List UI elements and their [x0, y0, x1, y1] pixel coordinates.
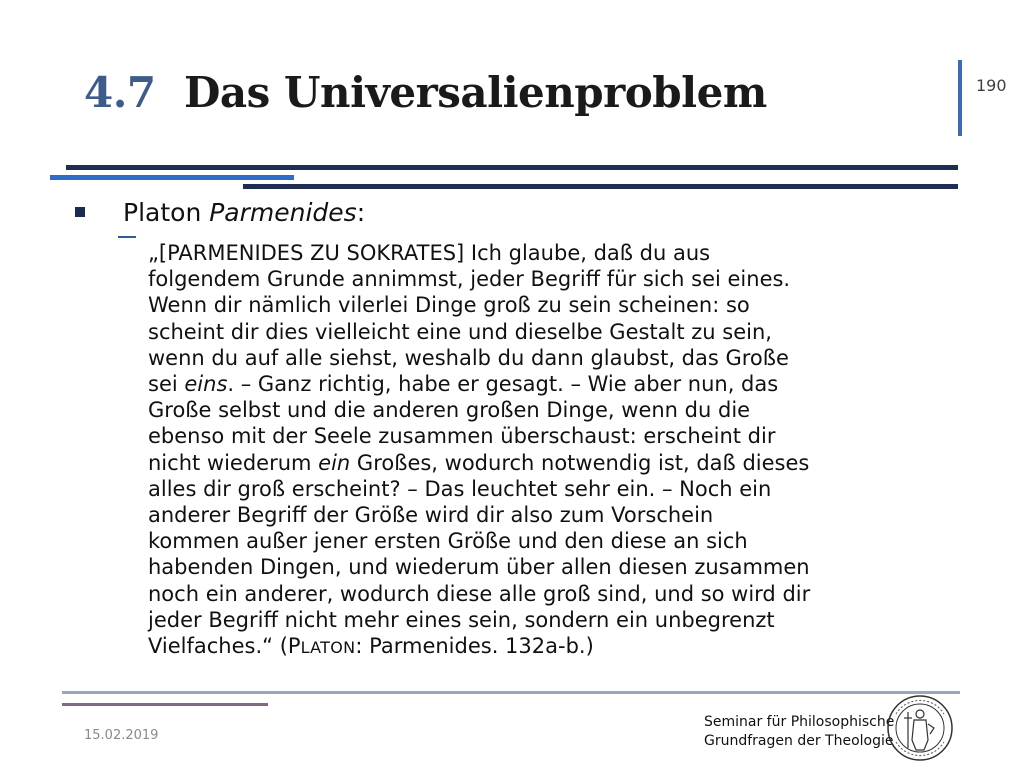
footer-rule-accent	[62, 703, 268, 706]
quote-text: habenden Dingen, und wiederum über allen diesen zusammen	[148, 555, 810, 580]
bullet-suffix: :	[356, 198, 366, 227]
quote-line	[148, 581, 948, 607]
quote-text: : Parmenides. 132a-b.)	[355, 634, 594, 659]
quote-text: folgendem Grunde annimmst, jeder Begriff für sich sei eines.	[148, 267, 791, 292]
institution-name	[704, 713, 894, 751]
section-number: 4.7	[84, 68, 156, 117]
header-rule-top	[66, 165, 958, 170]
quote-line	[148, 371, 948, 397]
quote-text: scheint dir dies vielleicht eine und dieselbe Gestalt zu sein,	[148, 319, 772, 344]
slide-title	[84, 68, 767, 117]
quote-line	[148, 476, 948, 502]
header-rule-accent	[50, 175, 294, 180]
quote-text: „[PARMENIDES ZU SOKRATES] Ich glaube, daß du aus	[148, 241, 711, 265]
quote-line	[148, 633, 948, 661]
bullet-item	[123, 198, 365, 227]
page-number-divider	[958, 60, 962, 136]
quote-text: nicht wiederum	[148, 450, 319, 475]
quote-emphasis: ein	[318, 450, 351, 475]
quote-text: sei	[148, 372, 185, 397]
bullet-prefix: Platon	[123, 198, 210, 227]
quote-text: Wenn dir nämlich vilerlei Dinge groß zu sein scheinen: so	[148, 293, 750, 318]
institution-line: Seminar für Philosophische	[704, 714, 895, 730]
quote-text: Große selbst und die anderen großen Dinge, wenn du die	[148, 398, 751, 423]
quote-text: anderer Begriff der Größe wird dir also zum Vorschein	[148, 503, 714, 528]
quote-text: jeder Begriff nicht mehr eines sein, sondern ein unbegrenzt	[148, 607, 775, 632]
page-number: 190	[976, 76, 1007, 95]
quote-text: kommen außer jener ersten Größe und den diese an sich	[148, 529, 748, 554]
quote-line	[148, 319, 948, 345]
quote-line	[148, 423, 948, 449]
quote-emphasis: eins	[184, 372, 228, 397]
title-text: Das Universalienproblem	[184, 68, 767, 117]
quote-line	[148, 554, 948, 580]
quote-text: noch ein anderer, wodurch diese alle groß sind, und so wird dir	[148, 581, 811, 606]
quote-line	[148, 292, 948, 318]
quote-line	[148, 397, 948, 423]
quote-line	[148, 240, 948, 266]
footer-rule	[62, 691, 960, 694]
quote-block	[148, 240, 948, 661]
bullet-work-title: Parmenides	[209, 198, 357, 227]
quote-line	[148, 607, 948, 633]
quote-line	[148, 450, 948, 476]
square-bullet-icon	[75, 207, 85, 217]
quote-text: Vielfaches.“ (P	[148, 634, 301, 659]
quote-line	[148, 502, 948, 528]
quote-line	[148, 528, 948, 554]
quote-text: alles dir groß erscheint? – Das leuchtet sehr ein. – Noch ein	[148, 476, 772, 501]
quote-text: Großes, wodurch notwendig ist, daß dieses	[350, 450, 810, 475]
slide-date: 15.02.2019	[84, 728, 159, 743]
header-rule-bottom	[243, 184, 958, 189]
university-seal-icon	[886, 694, 954, 762]
quote-text: wenn du auf alle siehst, weshalb du dann glaubst, das Große	[148, 345, 789, 370]
dash-bullet-icon	[118, 236, 136, 238]
quote-text: ebenso mit der Seele zusammen überschaust: erscheint dir	[148, 424, 776, 449]
quote-text: . – Ganz richtig, habe er gesagt. – Wie aber nun, das	[227, 372, 779, 397]
quote-line	[148, 266, 948, 292]
quote-line	[148, 345, 948, 371]
quote-author-smallcaps: LATON	[300, 638, 356, 658]
institution-line: Grundfragen der Theologie	[704, 733, 894, 749]
